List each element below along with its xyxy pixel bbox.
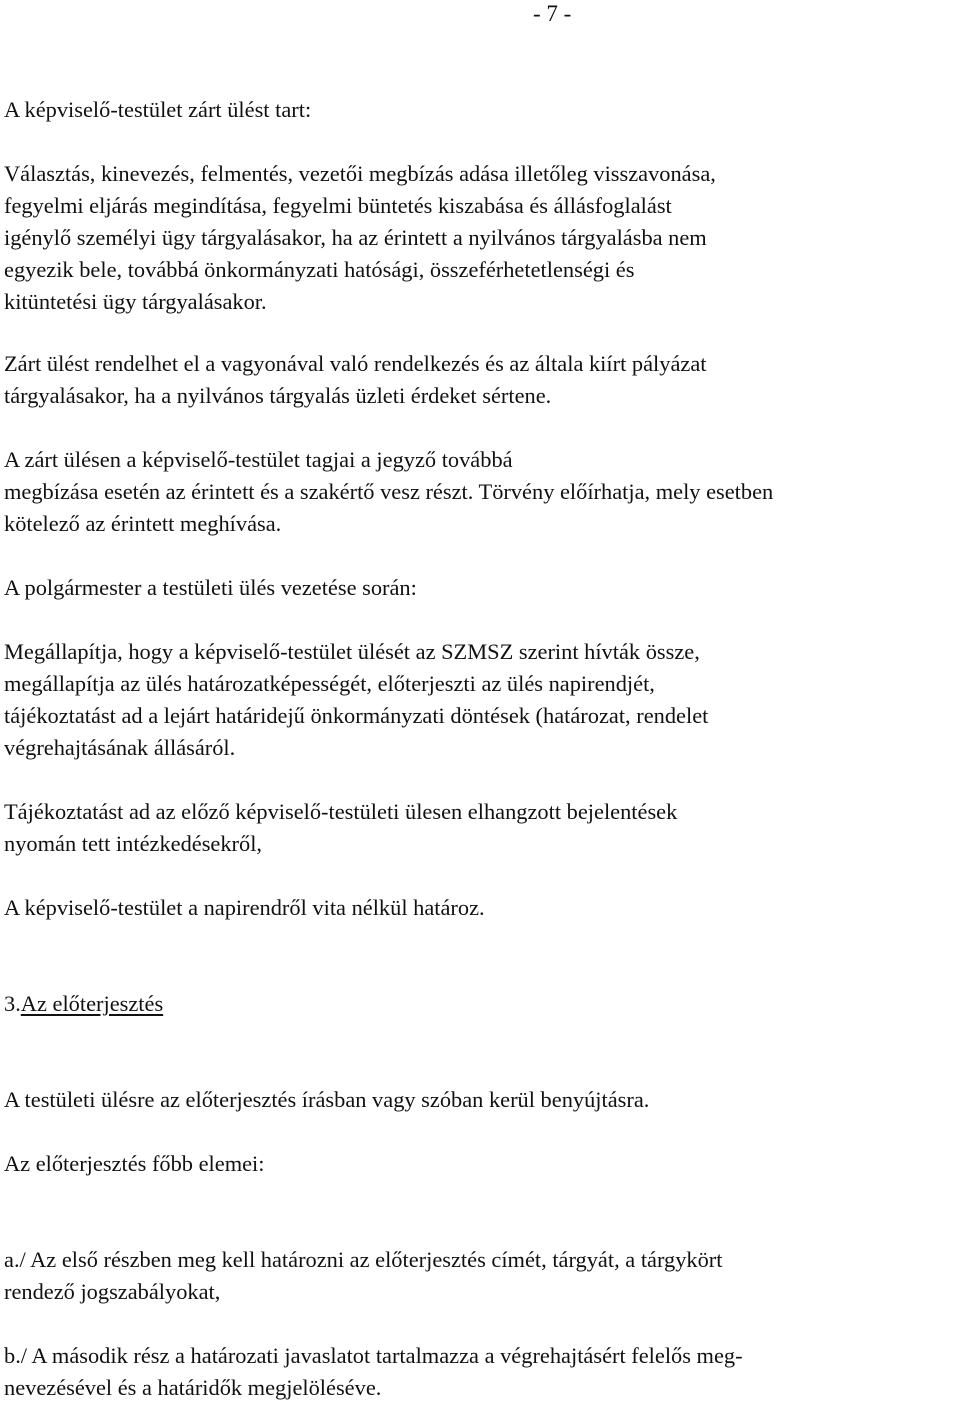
list-item-b (4, 1340, 960, 1404)
text-line: A zárt ülésen a képviselő-testület tagjai a jegyző továbbá (4, 447, 513, 472)
paragraph-announcements (4, 796, 960, 860)
text-line: A képviselő-testület zárt ülést tart: (4, 97, 312, 122)
text-line: a./ Az első részben meg kell határozni az előterjesztés címét, tárgyát, a tárgykört (4, 1247, 723, 1272)
text-line: nyomán tett intézkedésekről, (4, 831, 263, 856)
text-line: fegyelmi eljárás megindítása, fegyelmi büntetés kiszabása és állásfoglalást (4, 193, 672, 218)
text-line: A képviselő-testület a napirendről vita nélkül határoz. (4, 895, 485, 920)
text-line: megállapítja az ülés határozatképességét, előterjeszti az ülés napirendjét, (4, 671, 655, 696)
text-line: kötelező az érintett meghívása. (4, 511, 282, 536)
list-item-a (4, 1244, 960, 1308)
paragraph-mayor-intro (4, 572, 960, 604)
text-line: végrehajtásának állásáról. (4, 735, 236, 760)
text-line: tárgyalásakor, ha a nyilvános tárgyalás üzleti érdeket sértene. (4, 383, 552, 408)
text-line: Az előterjesztés főbb elemei: (4, 1151, 265, 1176)
section-heading (4, 988, 960, 1020)
paragraph-elements-intro (4, 1148, 960, 1180)
text-line: Zárt ülést rendelhet el a vagyonával való rendelkezés és az általa kiírt pályázat (4, 351, 707, 376)
text-line: Megállapítja, hogy a képviselő-testület ülését az SZMSZ szerint hívták össze, (4, 639, 700, 664)
paragraph-mayor-duties (4, 636, 960, 764)
text-line: igénylő személyi ügy tárgyalásakor, ha az érintett a nyilvános tárgyalásba nem (4, 225, 707, 250)
text-line: megbízása esetén az érintett és a szakértő vesz részt. Törvény előírhatja, mely esetben (4, 479, 774, 504)
paragraph-submission (4, 1084, 960, 1116)
text-line: A testületi ülésre az előterjesztés írásban vagy szóban kerül benyújtásra. (4, 1087, 650, 1112)
paragraph-closed-session-intro (4, 94, 960, 126)
text-line: b./ A második rész a határozati javaslatot tartalmazza a végrehajtásért felelős meg- (4, 1343, 743, 1368)
text-line: A polgármester a testületi ülés vezetése során: (4, 575, 417, 600)
paragraph-property-session (4, 348, 960, 412)
text-line: Tájékoztatást ad az előző képviselő-testületi ülesen elhangzott bejelentések (4, 799, 678, 824)
text-line: egyezik bele, továbbá önkormányzati hatósági, összeférhetetlenségi és (4, 257, 635, 282)
paragraph-participants (4, 444, 960, 540)
text-line: Választás, kinevezés, felmentés, vezetői megbízás adása illetőleg visszavonása, (4, 161, 716, 186)
paragraph-agenda-decision (4, 892, 960, 924)
text-line: nevezésével és a határidők megjelöléséve. (4, 1375, 382, 1400)
text-line: rendező jogszabályokat, (4, 1279, 221, 1304)
section-title: Az előterjesztés (20, 991, 164, 1016)
text-line: kitüntetési ügy tárgyalásakor. (4, 289, 267, 314)
page-number: - 7 - (533, 1, 572, 26)
section-number: 3. (4, 991, 21, 1016)
text-line: tájékoztatást ad a lejárt határidejű önkormányzati döntések (határozat, rendelet (4, 703, 709, 728)
paragraph-closed-session-cases (4, 158, 960, 318)
